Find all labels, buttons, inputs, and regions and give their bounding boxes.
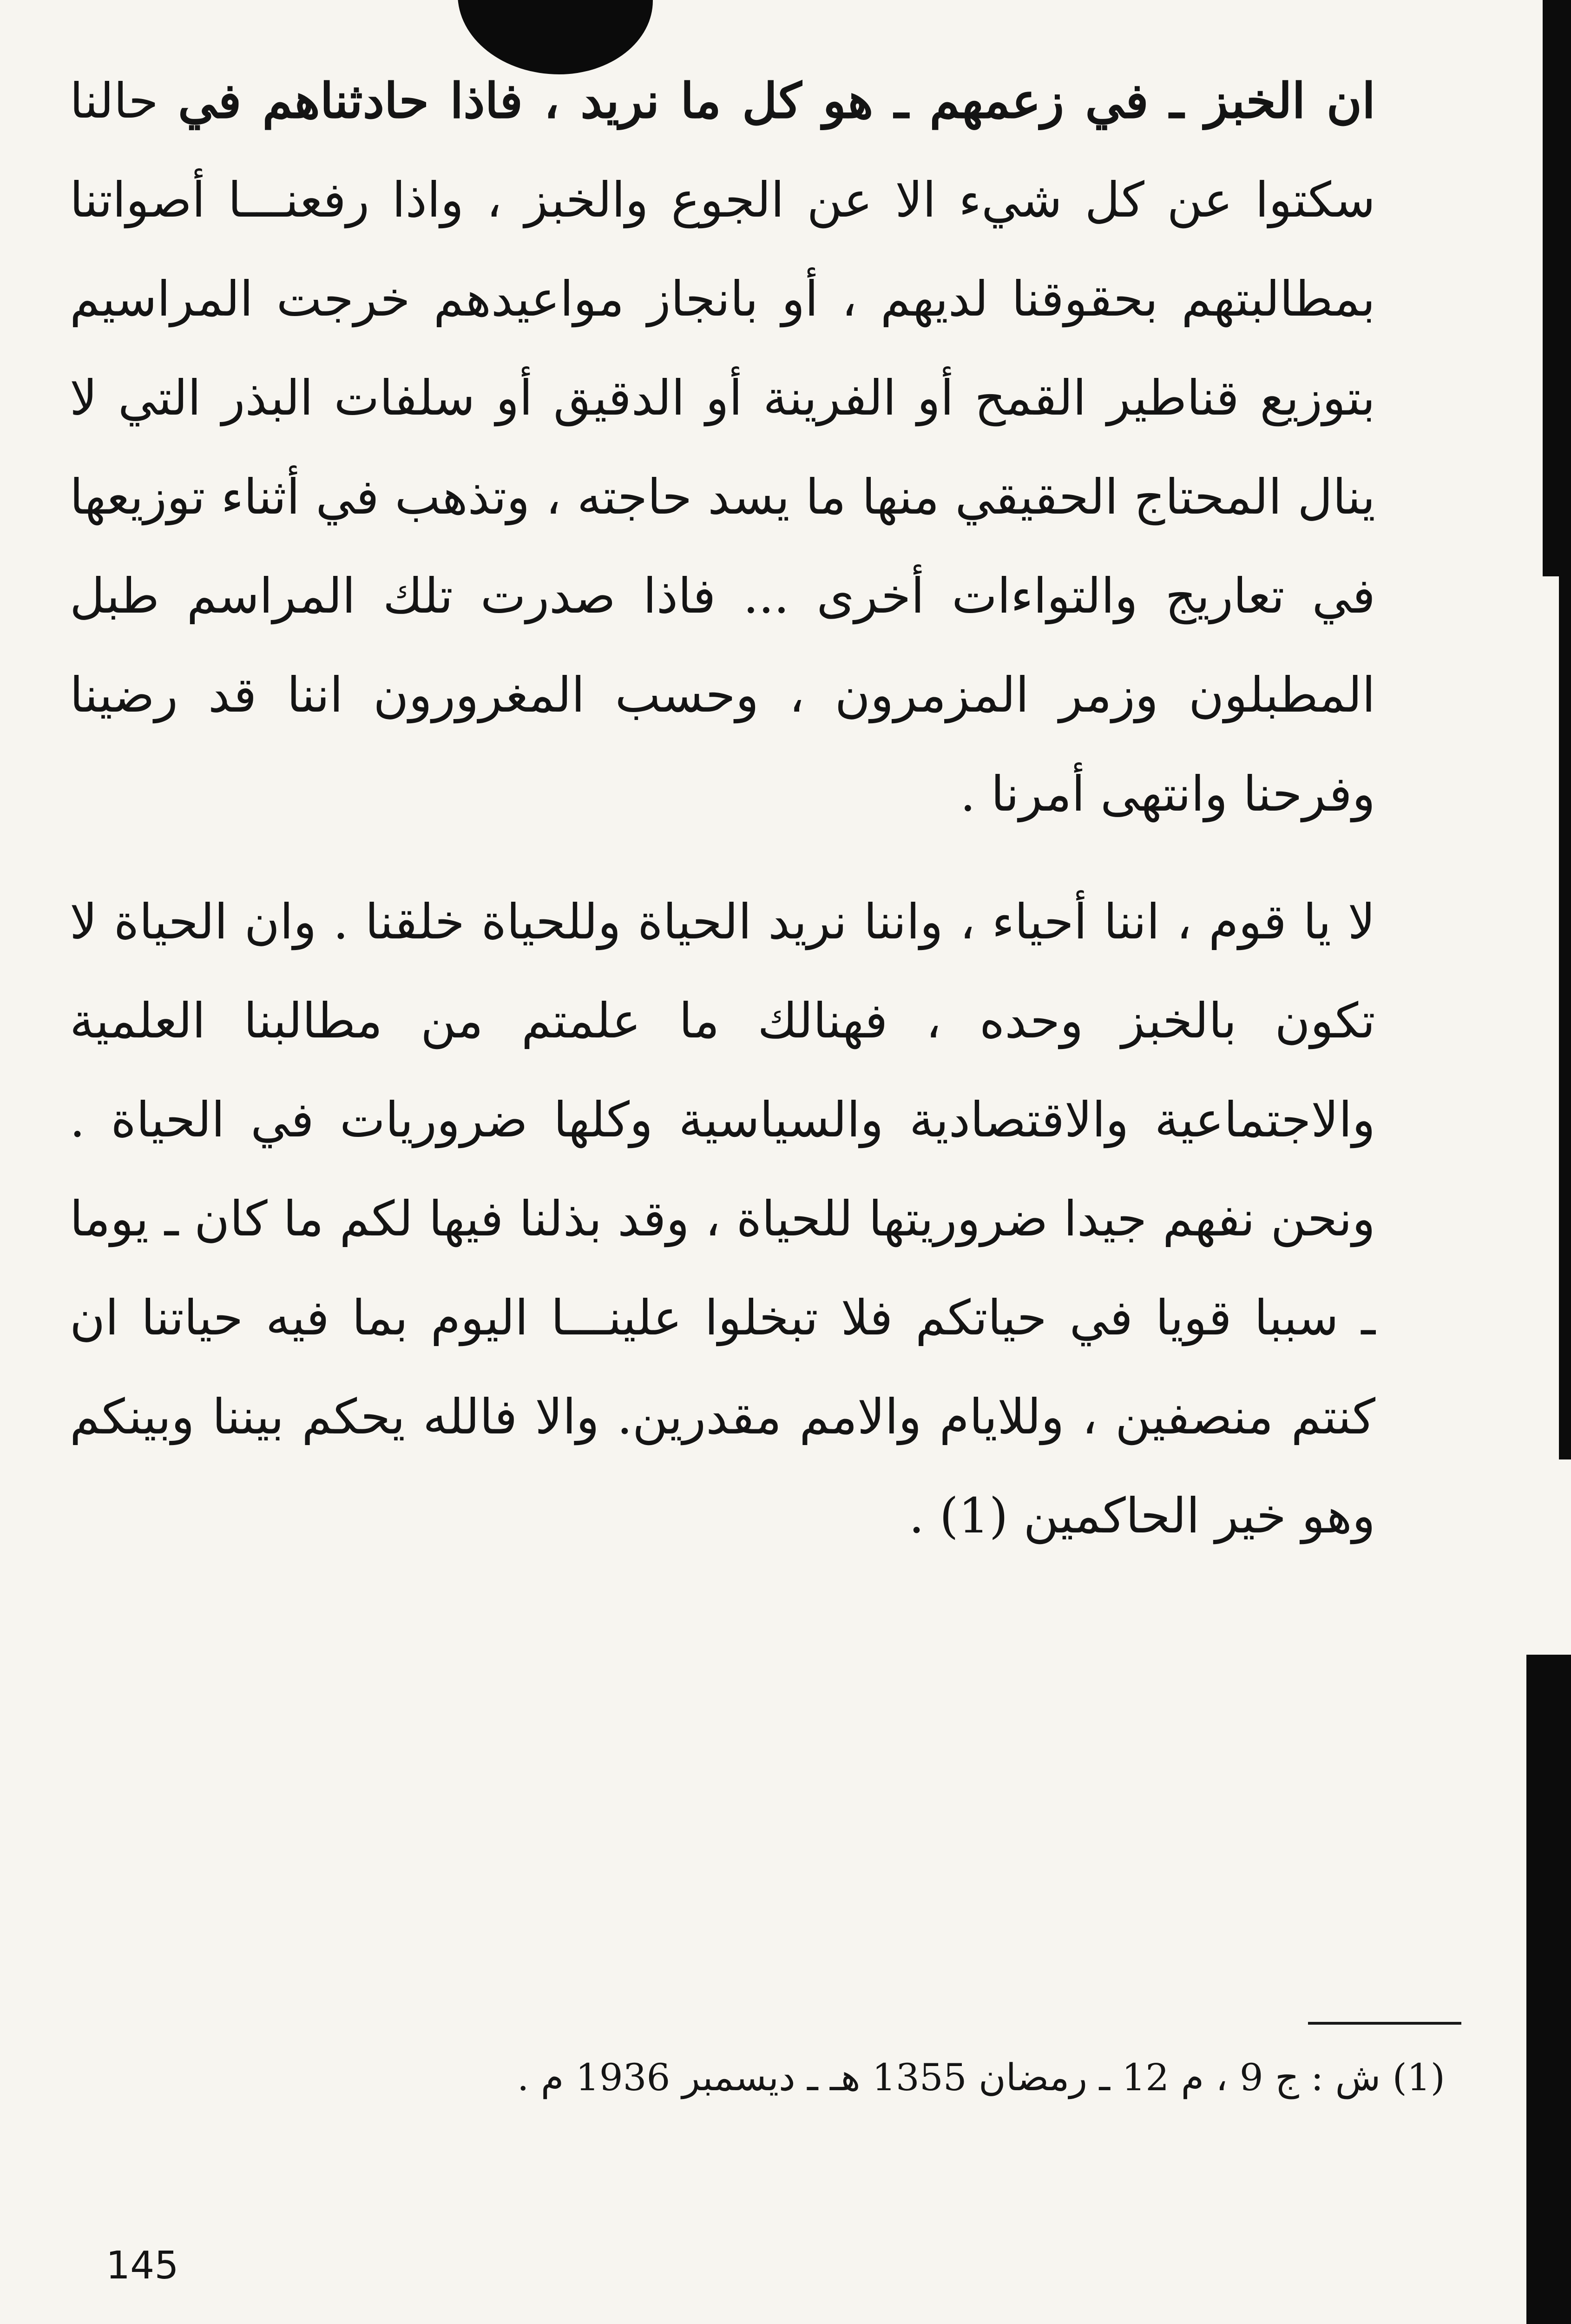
paragraph-text: لا يا قوم ، اننا أحياء ، واننا نريد الحياة وللحياة خلقنا . وان الحياة لا تكون بالخبز وحده ، فهنالك ما علمتم من مطالبنا العلمية والاجتماعية والاقتصادية والسياسية وكلها ضروريات في الحياة . ونحن نفهم جيدا ضروريتها للحياة ، وقد بذلنا فيها لكم ما كان ـ يوما ـ سببا قويا في حياتكم فلا تبخلوا علينـــا اليوم بما فيه حياتنا ان كنتم منصفين ، وللايام والامم مقدرين. والا فالله يحكم بيننا وبينكم وهو خير الحاكمين (1) .: [70, 893, 1375, 1544]
footnote-rule: [1308, 2022, 1461, 2025]
page-number: 145: [106, 2244, 179, 2288]
footnote: (1) ش : ج 9 ، م 12 ـ رمضان 1355 هـ ـ ديسمبر 1936 م .: [517, 2056, 1445, 2099]
body-text: [70, 51, 1375, 1565]
binding-shadow: [1526, 1655, 1571, 2324]
paragraph-1: [70, 51, 1375, 844]
paragraph-lead: ان الخبز ـ في زعمهم ـ هو كل ما نريد ، فاذا حادثناهم في: [177, 72, 1376, 129]
binding-shadow: [1559, 576, 1571, 1459]
paragraph-text: حالنا سكتوا عن كل شيء الا عن الجوع والخبز ، واذا رفعنـــا أصواتنا بمطالبتهم بحقوقنا لديهم ، أو بانجاز مواعيدهم خرجت المراسيم بتوزيع قناطير القمح أو الفرينة أو الدقيق أو سلفات البذر التي لا ينال المحتاج الحقيقي منها ما يسد حاجته ، وتذهب في أثناء توزيعها في تعاريج والتواءات أخرى ... فاذا صدرت تلك المراسم طبل المطبلون وزمر المزمرون ، وحسب المغرورون اننا قد رضينا وفرحنا وانتهى أمرنا .: [70, 73, 1375, 822]
binding-shadow: [1543, 0, 1571, 576]
paragraph-2: [70, 872, 1375, 1565]
